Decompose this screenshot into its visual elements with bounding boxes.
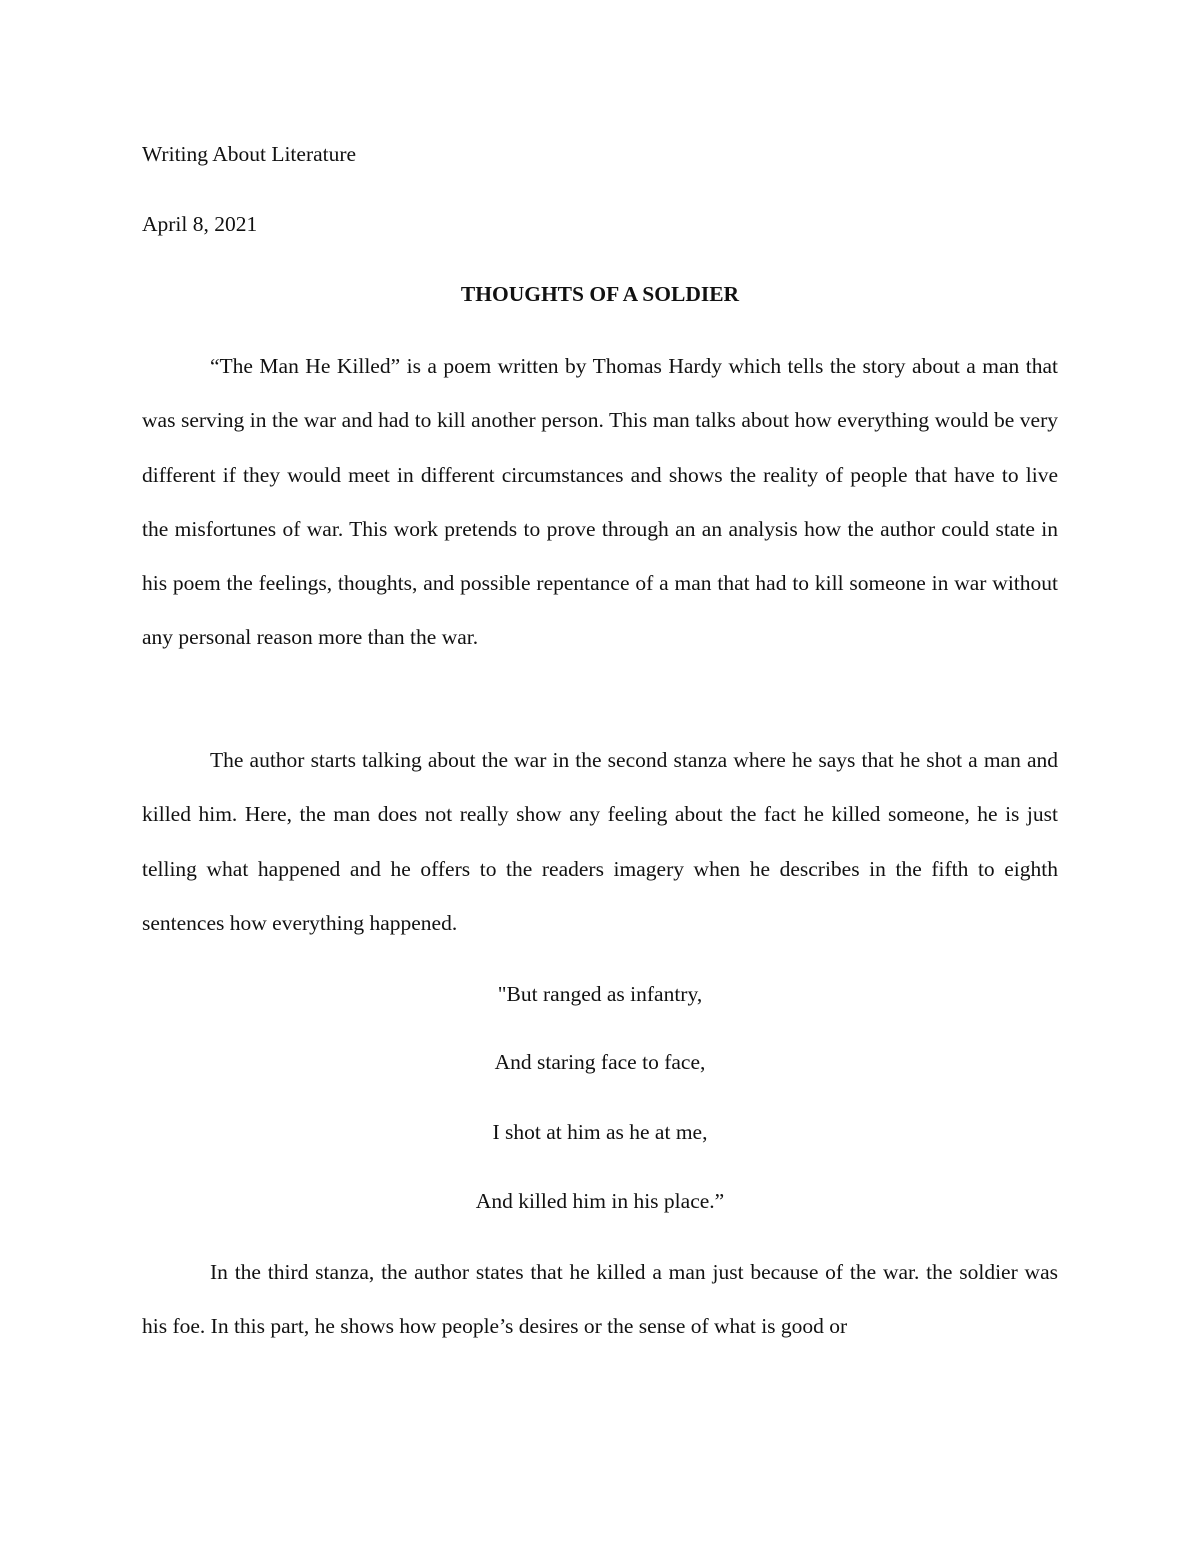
paragraph-3: In the third stanza, the author states that he killed a man just because of the war. the soldier was his foe. In this part, he shows how people’s desires or the sense of what is good or [142,1260,1058,1339]
course-name: Writing About Literature [142,142,357,166]
quote-line-4: And killed him in his place.” [475,1189,725,1213]
document-title: THOUGHTS OF A SOLDIER [460,282,740,306]
paragraph-1: “The Man He Killed” is a poem written by Thomas Hardy which tells the story about a man that was serving in the war and had to kill another person. This man talks about how everything would be very different if they would meet in different circumstances and shows the reality of people that have to live the misfortunes of war. This work pretends to prove through an an analysis how the author could state in his poem the feelings, thoughts, and possible repentance of a man that had to kill someone in war without any personal reason more than the war. [142,354,1058,650]
quote-line-2: And staring face to face, [494,1050,706,1074]
paragraph-2: The author starts talking about the war in the second stanza where he says that he shot a man and killed him. Here, the man does not really show any feeling about the fact he killed someone, he is just telling what happened and he offers to the readers imagery when he describes in the fifth to eighth sentences how everything happened. [142,748,1058,935]
quote-line-3: I shot at him as he at me, [492,1120,708,1144]
quote-line-1: "But ranged as infantry, [497,982,703,1006]
document-date: April 8, 2021 [142,212,258,236]
